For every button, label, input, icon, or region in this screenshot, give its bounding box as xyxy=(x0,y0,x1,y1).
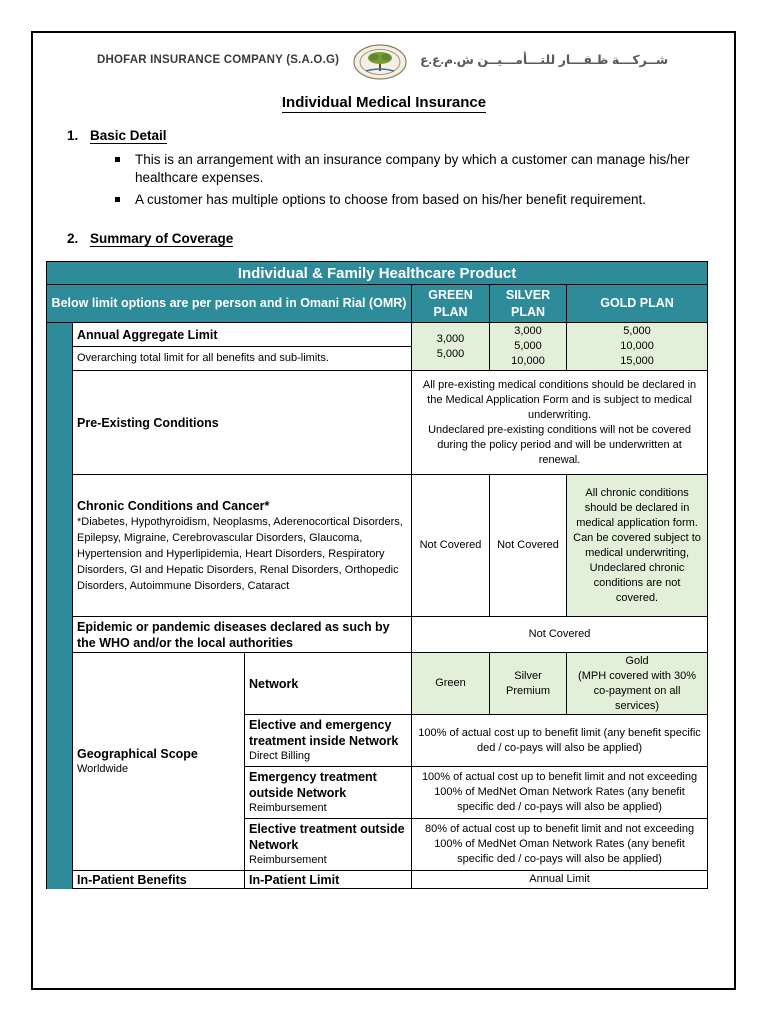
elective-in-cell xyxy=(245,715,412,767)
silver-plan-header: SILVER PLAN xyxy=(490,285,567,323)
elective-out-cell xyxy=(245,819,412,871)
company-name-en: DHOFAR INSURANCE COMPANY (S.A.O.G) xyxy=(97,54,340,66)
geo-scope-sub: Worldwide xyxy=(77,763,129,775)
chronic-sub: *Diabetes, Hypothyroidism, Neoplasms, Aderenocortical Disorders, Epilepsy, Migraine, Cerebrovascular Disorders, Glaucoma, Hypertension and Hyperlipidemia, Heart Disorders, Respiratory Disorders, GI and Hepatic Disorders, Renal Disorders, Orthopedic Disorders, Autoimmune Disorders, Cataract xyxy=(77,515,403,592)
emergency-out-value: 100% of actual cost up to benefit limit and not exceeding 100% of MedNet Oman Network Rates (any benefit specific ded / co-pays will also be applied) xyxy=(412,767,708,819)
elective-out-sub: Reimbursement xyxy=(249,854,327,866)
emergency-out-label: Emergency treatment outside Network xyxy=(249,770,377,800)
inpatient-limit-label: In-Patient Limit xyxy=(245,871,412,889)
annual-limit-silver: 3,000 5,000 10,000 xyxy=(490,323,567,371)
network-label: Network xyxy=(245,653,412,715)
elective-in-value: 100% of actual cost up to benefit limit (any benefit specific ded / co-pays will also be applied) xyxy=(412,715,708,767)
section-title: Summary of Coverage xyxy=(90,231,234,246)
elective-out-label: Elective treatment outside Network xyxy=(249,822,405,852)
document-title-text: Individual Medical Insurance xyxy=(281,94,487,111)
emergency-out-sub: Reimbursement xyxy=(249,802,327,814)
section-summary-coverage xyxy=(67,231,233,246)
geo-scope-cell xyxy=(73,653,245,871)
preexisting-label: Pre-Existing Conditions xyxy=(73,371,412,475)
elective-out-value: 80% of actual cost up to benefit limit and not exceeding 100% of MedNet Oman Network Rates (any benefit specific ded / co-pays will also be applied) xyxy=(412,819,708,871)
chronic-label: Chronic Conditions and Cancer* xyxy=(77,498,270,513)
options-note: Below limit options are per person and in Omani Rial (OMR) xyxy=(47,285,412,323)
epidemic-value: Not Covered xyxy=(412,617,708,653)
inpatient-limit-value: Annual Limit xyxy=(412,871,708,889)
annual-limit-gold: 5,000 10,000 15,000 xyxy=(567,323,708,371)
section-title: Basic Detail xyxy=(90,128,167,143)
network-silver: Silver Premium xyxy=(490,653,567,715)
list-item: This is an arrangement with an insurance company by which a customer can manage his/her healthcare expenses. xyxy=(113,151,713,187)
table-title: Individual & Family Healthcare Product xyxy=(47,262,708,285)
preexisting-value: All pre-existing medical conditions should be declared in the Medical Application Form and is subject to medical underwriting. Undeclared pre-existing conditions will not be covered during the policy period and will be underwritten at renewal. xyxy=(412,371,708,475)
chronic-green: Not Covered xyxy=(412,475,490,617)
company-logo-icon xyxy=(352,44,408,80)
coverage-table xyxy=(46,261,707,889)
list-item: A customer has multiple options to choose from based on his/her benefit requirement. xyxy=(113,191,713,209)
network-gold: Gold (MPH covered with 30% co-payment on all services) xyxy=(567,653,708,715)
network-green: Green xyxy=(412,653,490,715)
section-number: 1. xyxy=(67,128,79,143)
gold-plan-header: GOLD PLAN xyxy=(567,285,708,323)
chronic-silver: Not Covered xyxy=(490,475,567,617)
inpatient-label: In-Patient Benefits xyxy=(73,871,245,889)
annual-limit-green: 3,000 5,000 xyxy=(412,323,490,371)
table-side-band xyxy=(47,323,73,889)
section-number: 2. xyxy=(67,231,79,246)
letterhead xyxy=(0,44,768,82)
document-title xyxy=(0,94,768,111)
company-name-ar: شــركـــة ظـفـــار للتـــأمـــيــن ش.م.ع.ع xyxy=(420,53,669,67)
emergency-out-cell xyxy=(245,767,412,819)
chronic-cell xyxy=(73,475,412,617)
annual-limit-label: Annual Aggregate Limit xyxy=(73,323,412,347)
chronic-gold: All chronic conditions should be declared in medical application form. Can be covered subject to medical underwriting, Undeclared chronic conditions are not covered. xyxy=(567,475,708,617)
elective-in-sub: Direct Billing xyxy=(249,750,311,762)
annual-limit-sub: Overarching total limit for all benefits and sub-limits. xyxy=(73,347,412,371)
section-basic-detail xyxy=(67,128,167,143)
geo-scope-label: Geographical Scope xyxy=(77,747,198,761)
epidemic-label: Epidemic or pandemic diseases declared as such by the WHO and/or the local authorities xyxy=(73,617,412,653)
green-plan-header: GREEN PLAN xyxy=(412,285,490,323)
elective-in-label: Elective and emergency treatment inside Network xyxy=(249,718,399,748)
basic-detail-list xyxy=(113,151,713,211)
